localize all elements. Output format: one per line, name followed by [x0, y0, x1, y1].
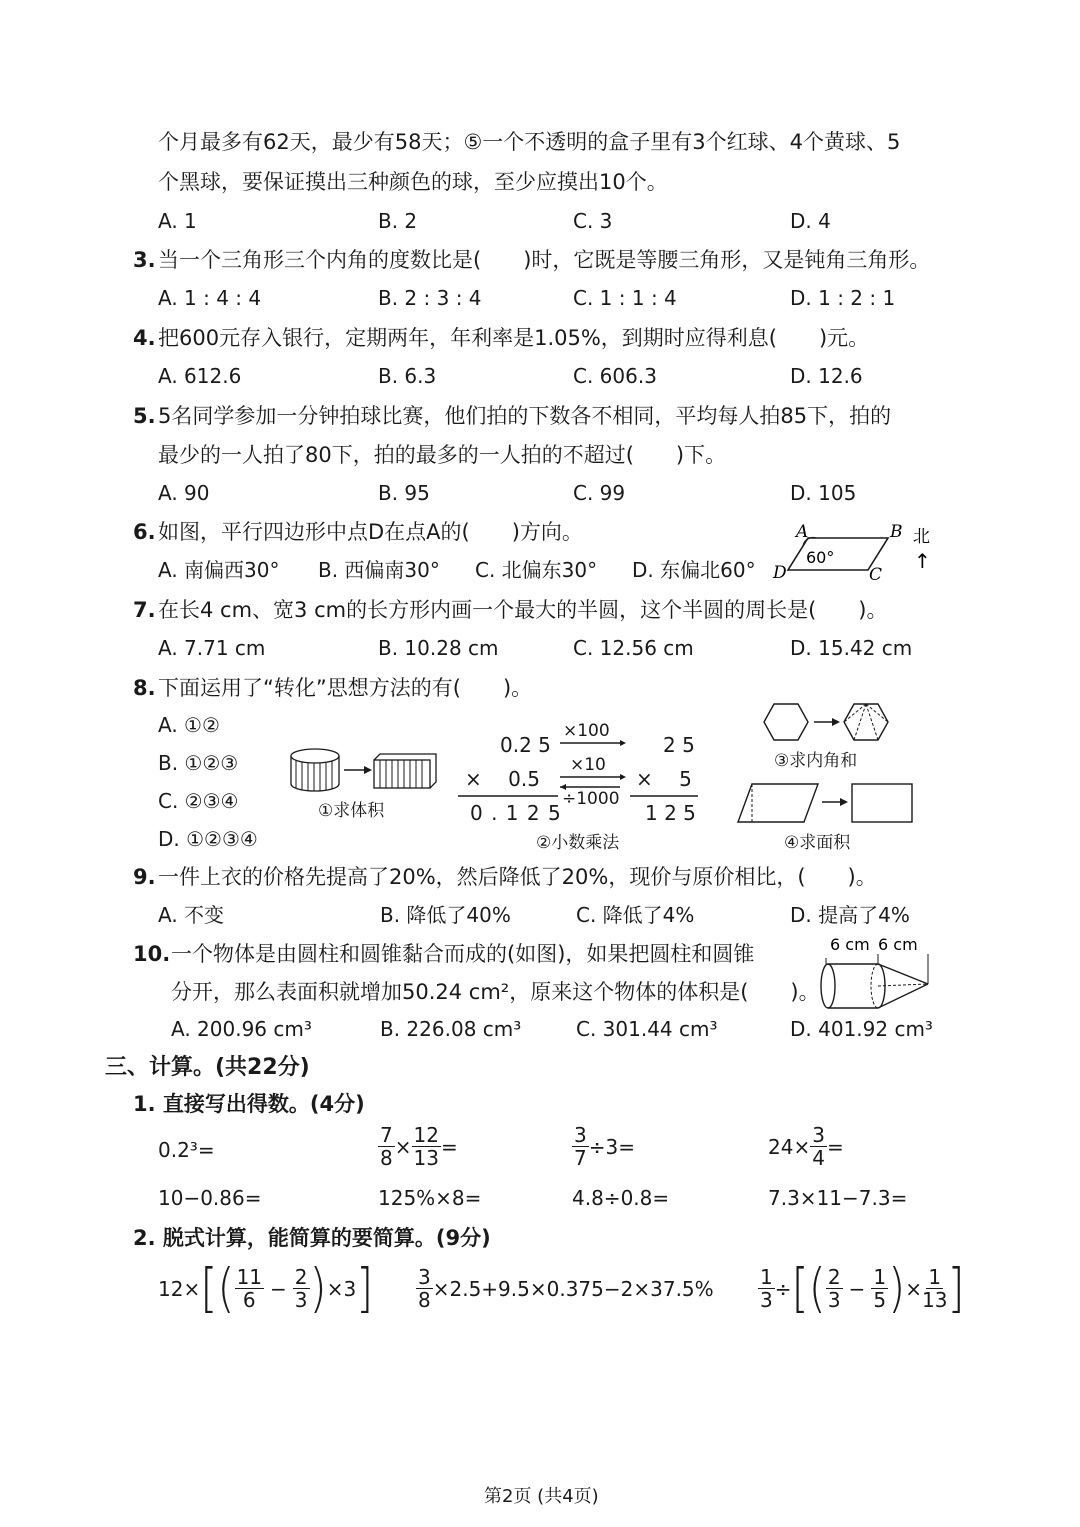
- q3-option-d: D. 1 : 2 : 1: [790, 286, 896, 310]
- expr-11: $\frac{1}{3}$ ÷ [ ( $\frac{2}{3}$ − $\frac{1}{5}$ ) × $\frac{1}{13}$ ]: [760, 1257, 965, 1319]
- q10-option-a: A. 200.96 cm³: [171, 1017, 312, 1041]
- q4-option-a: A. 612.6: [158, 364, 242, 388]
- north-arrow-icon: ↑: [914, 549, 931, 573]
- expr-4: 24× $\frac{3}{4}$ =: [768, 1123, 844, 1170]
- q6-text: 如图，平行四边形中点D在点A的( )方向。: [158, 520, 583, 544]
- calc1-title: 1. 直接写出得数。(4分): [133, 1092, 365, 1116]
- q9-option-c: C. 降低了4%: [576, 903, 695, 927]
- calc-lines: [458, 740, 708, 800]
- calc-b2: × 5: [636, 767, 692, 791]
- q7-option-a: A. 7.71 cm: [158, 636, 266, 660]
- q9-option-b: B. 降低了40%: [380, 903, 511, 927]
- q4-number: 4.: [133, 326, 156, 350]
- q2-option-b: B. 2: [378, 209, 418, 233]
- q9-number: 9.: [133, 865, 156, 889]
- parallelogram-figure: [770, 518, 940, 588]
- q5-line2: 最少的一人拍了80下，拍的最多的一人拍的不超过( )下。: [158, 443, 727, 467]
- q2-option-d: D. 4: [790, 209, 831, 233]
- expr-7: 4.8÷0.8=: [572, 1186, 670, 1210]
- q3-option-c: C. 1 : 1 : 4: [573, 286, 677, 310]
- cylinder-to-cuboid-figure: [288, 746, 438, 796]
- figure3-caption: ③求内角和: [774, 751, 858, 771]
- expr-10: $\frac{3}{8}$ ×2.5+9.5×0.375−2×37.5%: [418, 1265, 714, 1312]
- q9-option-a: A. 不变: [158, 903, 225, 927]
- q7-option-c: C. 12.56 cm: [573, 636, 694, 660]
- q10-option-b: B. 226.08 cm³: [380, 1017, 522, 1041]
- parallelogram-to-rectangle-figure: [734, 780, 918, 826]
- page-footer: 第2页 (共4页): [484, 1486, 599, 1507]
- q2-line2: 个黑球，要保证摸出三种颜色的球，至少应摸出10个。: [158, 170, 668, 194]
- expr-1: 0.2³=: [158, 1138, 215, 1162]
- q5-option-a: A. 90: [158, 481, 210, 505]
- figure1-caption: ①求体积: [318, 801, 385, 821]
- q2-option-a: A. 1: [158, 209, 197, 233]
- q3-option-b: B. 2 : 3 : 4: [378, 286, 482, 310]
- figure2-caption: ②小数乘法: [536, 833, 620, 853]
- op-times-10: ×10: [570, 755, 606, 775]
- q3-option-a: A. 1 : 4 : 4: [158, 286, 262, 310]
- label-a: A: [796, 522, 809, 542]
- expr-8: 7.3×11−7.3=: [768, 1186, 908, 1210]
- q7-option-d: D. 15.42 cm: [790, 636, 913, 660]
- expr-3: $\frac{3}{7}$ ÷3=: [574, 1123, 635, 1170]
- calc-b3: 1 2 5: [645, 801, 696, 825]
- expr-9: 12× [ ( $\frac{11}{6}$ − $\frac{2}{3}$ ) ×3 ]: [158, 1257, 374, 1319]
- q5-option-b: B. 95: [378, 481, 430, 505]
- q6-option-d: D. 东偏北60°: [632, 558, 756, 582]
- expr-6: 125%×8=: [378, 1186, 482, 1210]
- q8-option-c: C. ②③④: [158, 789, 239, 813]
- section3-title: 三、计算。(共22分): [105, 1055, 310, 1080]
- cylinder-length-label: 6 cm: [830, 935, 870, 954]
- north-label: 北: [913, 527, 930, 547]
- q4-option-d: D. 12.6: [790, 364, 863, 388]
- q10-option-d: D. 401.92 cm³: [790, 1017, 933, 1041]
- q8-option-a: A. ①②: [158, 713, 220, 737]
- label-c: C: [869, 565, 883, 585]
- q3-number: 3.: [133, 248, 156, 272]
- q9-option-d: D. 提高了4%: [790, 903, 910, 927]
- q4-option-b: B. 6.3: [378, 364, 437, 388]
- label-b: B: [890, 522, 903, 542]
- q7-text: 在长4 cm、宽3 cm的长方形内画一个最大的半圆，这个半圆的周长是( )。: [158, 598, 888, 622]
- expr-5: 10−0.86=: [158, 1186, 262, 1210]
- op-div-1000: ÷1000: [562, 789, 620, 809]
- cylinder-cone-figure: [812, 930, 938, 1014]
- cone-length-label: 6 cm: [878, 935, 918, 954]
- q2-option-c: C. 3: [573, 209, 613, 233]
- q10-line2: 分开，那么表面积就增加50.24 cm²，原来这个物体的体积是( )。: [171, 980, 820, 1004]
- q10-line1: 一个物体是由圆柱和圆锥黏合而成的(如图)，如果把圆柱和圆锥: [171, 942, 755, 966]
- q2-line1: 个月最多有62天，最少有58天；⑤一个不透明的盒子里有3个红球、4个黄球、5: [158, 130, 901, 154]
- angle-label: 60°: [806, 548, 835, 567]
- q4-text: 把600元存入银行，定期两年，年利率是1.05%，到期时应得利息( )元。: [158, 326, 870, 350]
- expr-2: $\frac{7}{8}$ × $\frac{12}{13}$ =: [380, 1123, 458, 1170]
- q10-option-c: C. 301.44 cm³: [576, 1017, 718, 1041]
- q7-option-b: B. 10.28 cm: [378, 636, 499, 660]
- q6-option-c: C. 北偏东30°: [475, 558, 598, 582]
- q8-text: 下面运用了“转化”思想方法的有( )。: [158, 676, 533, 700]
- calc-a1: 0.2 5: [500, 733, 551, 757]
- q4-option-c: C. 606.3: [573, 364, 657, 388]
- q8-option-b: B. ①②③: [158, 751, 239, 775]
- calc-a3: 0 . 1 2 5: [470, 801, 562, 825]
- label-d: D: [773, 563, 787, 583]
- q7-number: 7.: [133, 598, 156, 622]
- q6-option-b: B. 西偏南30°: [318, 558, 440, 582]
- calc-b1: 2 5: [663, 733, 695, 757]
- q5-option-c: C. 99: [573, 481, 626, 505]
- op-times-100: ×100: [563, 721, 610, 741]
- q5-option-d: D. 105: [790, 481, 857, 505]
- q10-number: 10.: [133, 942, 171, 966]
- q6-option-a: A. 南偏西30°: [158, 558, 280, 582]
- q3-text: 当一个三角形三个内角的度数比是( )时，它既是等腰三角形，又是钝角三角形。: [158, 248, 931, 272]
- q8-option-d: D. ①②③④: [158, 827, 258, 851]
- q5-number: 5.: [133, 404, 156, 428]
- calc2-title: 2. 脱式计算，能简算的要简算。(9分): [133, 1226, 491, 1250]
- calc-a2: × 0.5: [465, 767, 540, 791]
- q8-number: 8.: [133, 676, 156, 700]
- figure4-caption: ④求面积: [784, 833, 851, 853]
- q9-text: 一件上衣的价格先提高了20%，然后降低了20%，现价与原价相比，( )。: [158, 865, 877, 889]
- hexagon-figure: [760, 700, 900, 744]
- q5-line1: 5名同学参加一分钟拍球比赛，他们拍的下数各不相同，平均每人拍85下，拍的: [158, 404, 892, 428]
- q6-number: 6.: [133, 520, 156, 544]
